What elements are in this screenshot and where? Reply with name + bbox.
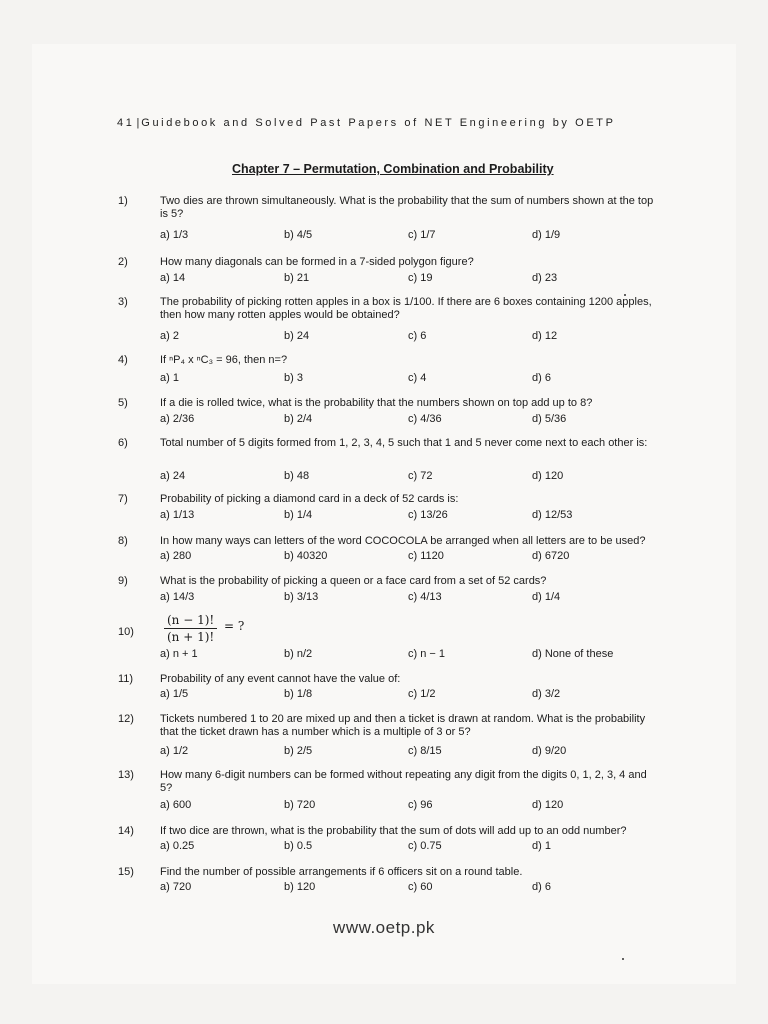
option-b: b) 120 xyxy=(284,881,316,893)
question-text: What is the probability of picking a queen or a face card from a set of 52 cards? xyxy=(160,575,547,587)
option-b: b) 0.5 xyxy=(284,840,313,852)
website-footer: www.oetp.pk xyxy=(333,918,435,937)
question-number: 10) xyxy=(118,626,134,638)
option-c: c) 19 xyxy=(408,272,433,284)
option-c: c) 1/7 xyxy=(408,229,436,241)
option-d: d) 1/9 xyxy=(532,229,561,241)
option-a: a) 0.25 xyxy=(160,840,195,852)
option-d: d) 120 xyxy=(532,470,564,482)
ink-speck xyxy=(624,294,626,296)
question-text: If ⁿP₄ x ⁿC₃ = 96, then n=? xyxy=(160,354,288,366)
question-number: 4) xyxy=(118,354,128,366)
option-d: d) 12 xyxy=(532,330,558,342)
option-c: c) 0.75 xyxy=(408,840,442,852)
option-a: a) 1/13 xyxy=(160,509,195,521)
question-number: 6) xyxy=(118,437,128,449)
option-d: d) 6 xyxy=(532,881,551,893)
option-a: a) 1 xyxy=(160,372,179,384)
question-text: If two dice are thrown, what is the probability that the sum of dots will add up to an odd number? xyxy=(160,825,627,837)
option-a: a) 280 xyxy=(160,550,192,562)
option-c: c) 1/2 xyxy=(408,688,436,700)
fraction-denominator: (n + 1)! xyxy=(167,630,215,644)
fraction-numerator: (n − 1)! xyxy=(164,612,217,629)
question-number: 14) xyxy=(118,825,134,837)
header-separator: | xyxy=(136,117,140,129)
question-text: Find the number of possible arrangements if 6 officers sit on a round table. xyxy=(160,866,523,878)
question-text: If a die is rolled twice, what is the probability that the numbers shown on top add up to 8? xyxy=(160,397,593,409)
question-number: 9) xyxy=(118,575,128,587)
option-a: a) 1/2 xyxy=(160,745,189,757)
question-text: In how many ways can letters of the word COCOCOLA be arranged when all letters are to be used? xyxy=(160,535,646,547)
question-number: 15) xyxy=(118,866,134,878)
question-text: Tickets numbered 1 to 20 are mixed up and then a ticket is drawn at random. What is the probability that the ticket drawn has a number which is a multiple of 3 or 5? xyxy=(160,713,646,738)
option-a: a) 14/3 xyxy=(160,591,195,603)
option-a: a) 1/3 xyxy=(160,229,189,241)
option-d: d) None of these xyxy=(532,648,614,660)
option-d: d) 23 xyxy=(532,272,558,284)
option-c: c) 4 xyxy=(408,372,427,384)
option-b: b) n/2 xyxy=(284,648,313,660)
option-b: b) 1/8 xyxy=(284,688,313,700)
option-c: c) 72 xyxy=(408,470,433,482)
option-c: c) 4/36 xyxy=(408,413,442,425)
question-text: Total number of 5 digits formed from 1, 2, 3, 4, 5 such that 1 and 5 never come next to each other is: xyxy=(160,437,648,449)
option-b: b) 3/13 xyxy=(284,591,319,603)
factorial-fraction xyxy=(164,612,245,645)
option-b: b) 2/4 xyxy=(284,413,313,425)
running-header xyxy=(117,117,616,129)
option-c: c) 13/26 xyxy=(408,509,448,521)
page-number: 41 xyxy=(117,117,135,129)
question-number: 1) xyxy=(118,195,128,207)
option-d: d) 12/53 xyxy=(532,509,573,521)
option-a: a) 24 xyxy=(160,470,186,482)
question-number: 11) xyxy=(118,673,134,685)
option-a: a) 1/5 xyxy=(160,688,189,700)
option-a: a) 720 xyxy=(160,881,192,893)
option-b: b) 3 xyxy=(284,372,303,384)
option-c: c) 96 xyxy=(408,799,433,811)
question-number: 12) xyxy=(118,713,134,725)
option-c: c) 60 xyxy=(408,881,433,893)
option-b: b) 21 xyxy=(284,272,310,284)
option-d: d) 1/4 xyxy=(532,591,561,603)
option-a: a) n + 1 xyxy=(160,648,198,660)
question-text: How many 6-digit numbers can be formed without repeating any digit from the digits 0, 1, 2, 3, 4 and 5? xyxy=(160,769,647,794)
question-number: 2) xyxy=(118,256,128,268)
question-text: Probability of picking a diamond card in a deck of 52 cards is: xyxy=(160,493,459,505)
option-b: b) 40320 xyxy=(284,550,328,562)
fraction-equals: = ? xyxy=(224,619,245,633)
option-a: a) 2 xyxy=(160,330,179,342)
option-a: a) 14 xyxy=(160,272,186,284)
option-a: a) 600 xyxy=(160,799,192,811)
option-d: d) 120 xyxy=(532,799,564,811)
option-a: a) 2/36 xyxy=(160,413,195,425)
question-number: 7) xyxy=(118,493,128,505)
option-b: b) 720 xyxy=(284,799,316,811)
option-c: c) n − 1 xyxy=(408,648,445,660)
option-c: c) 1120 xyxy=(408,550,444,562)
question-text: Two dies are thrown simultaneously. What is the probability that the sum of numbers shown at the top is 5? xyxy=(160,195,654,220)
option-d: d) 6720 xyxy=(532,550,570,562)
question-text: Probability of any event cannot have the value of: xyxy=(160,673,401,685)
question-number: 8) xyxy=(118,535,128,547)
option-b: b) 48 xyxy=(284,470,310,482)
option-d: d) 9/20 xyxy=(532,745,567,757)
option-d: d) 3/2 xyxy=(532,688,561,700)
option-c: c) 4/13 xyxy=(408,591,442,603)
chapter-title: Chapter 7 – Permutation, Combination and Probability xyxy=(232,162,554,176)
question-number: 5) xyxy=(118,397,128,409)
question-number: 3) xyxy=(118,296,128,308)
ink-speck xyxy=(622,958,624,960)
option-b: b) 24 xyxy=(284,330,310,342)
question-number: 13) xyxy=(118,769,134,781)
option-b: b) 2/5 xyxy=(284,745,313,757)
option-b: b) 4/5 xyxy=(284,229,313,241)
option-c: c) 6 xyxy=(408,330,427,342)
question-text: How many diagonals can be formed in a 7-sided polygon figure? xyxy=(160,256,474,268)
option-b: b) 1/4 xyxy=(284,509,313,521)
option-d: d) 5/36 xyxy=(532,413,567,425)
question-text: The probability of picking rotten apples in a box is 1/100. If there are 6 boxes containing 1200 apples, then how many rotten apples would be obtained? xyxy=(160,296,652,321)
page-sheet xyxy=(32,44,736,984)
option-d: d) 6 xyxy=(532,372,551,384)
option-d: d) 1 xyxy=(532,840,551,852)
option-c: c) 8/15 xyxy=(408,745,442,757)
header-text: Guidebook and Solved Past Papers of NET Engineering by OETP xyxy=(141,117,616,129)
